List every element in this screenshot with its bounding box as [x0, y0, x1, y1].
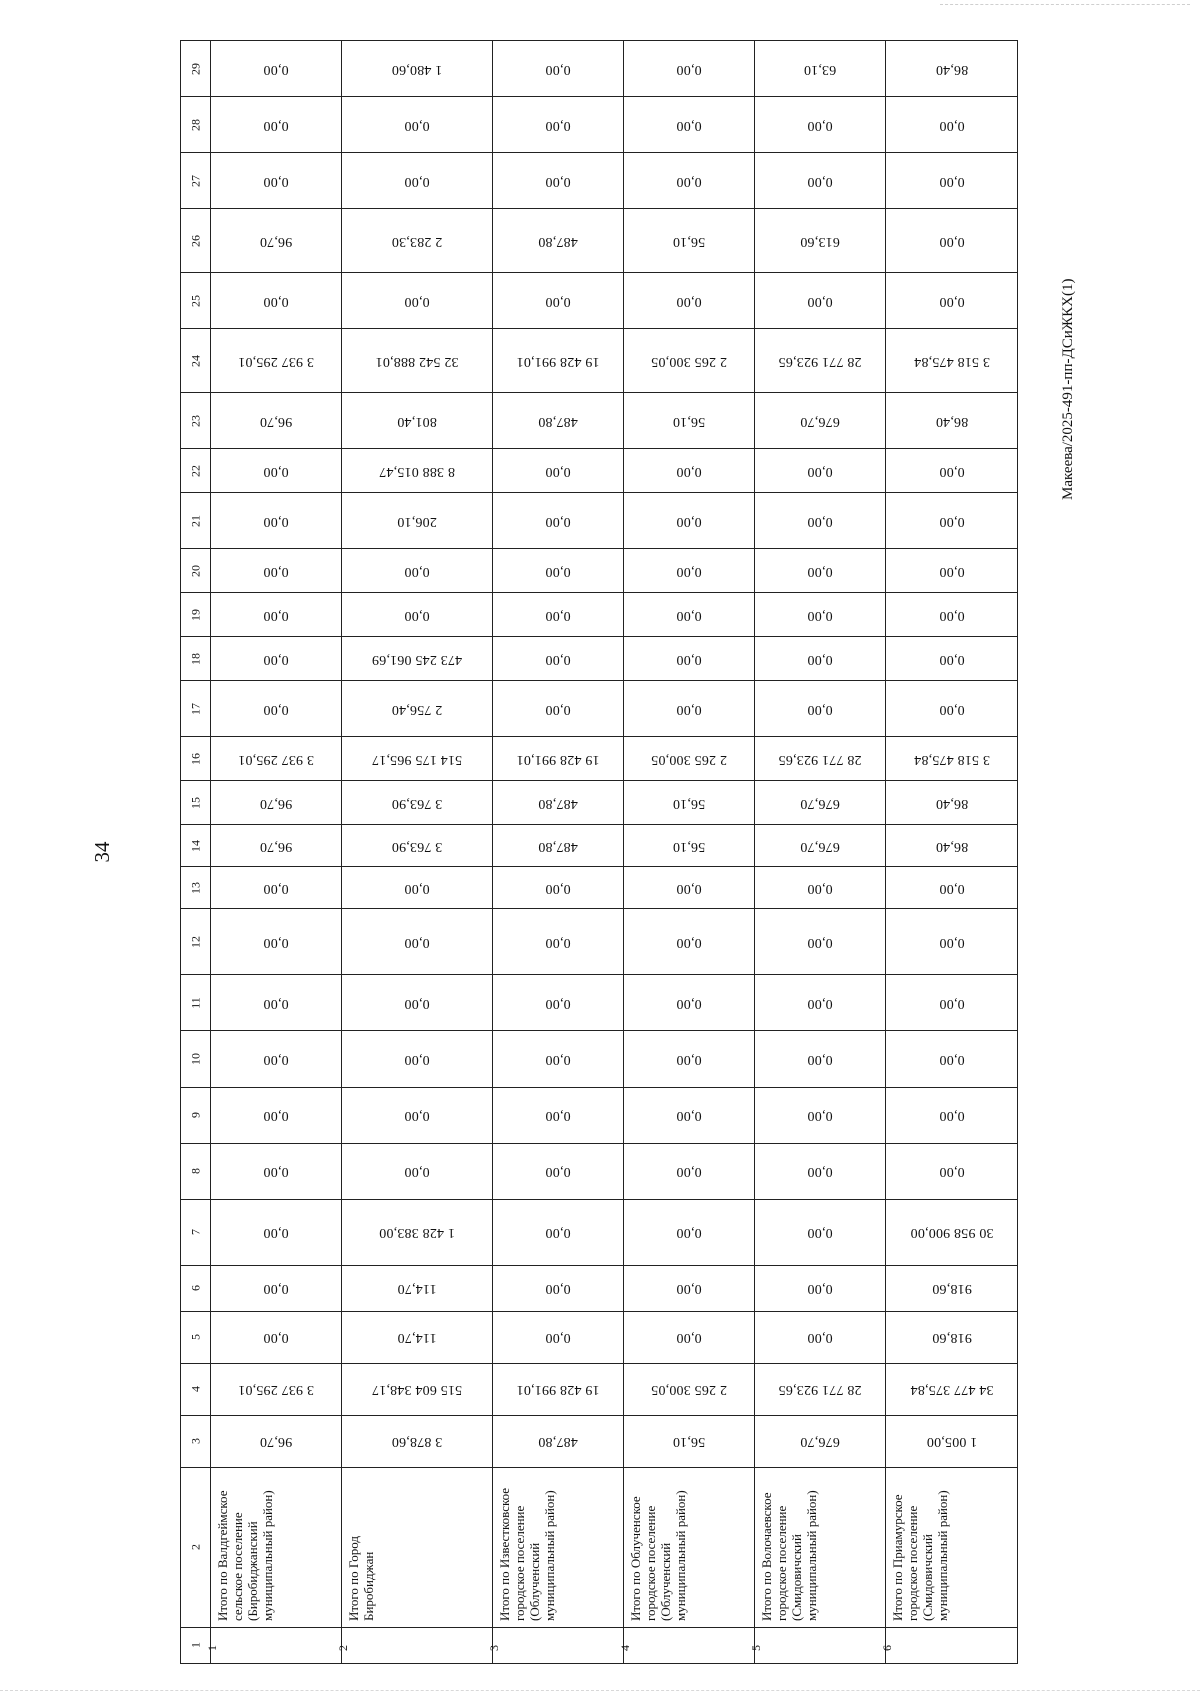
table-row	[181, 909, 1018, 975]
table-cell: 0,00	[493, 1265, 624, 1311]
table-cell: 0,00	[624, 1087, 755, 1143]
column-number: 13	[181, 867, 211, 909]
table-cell: 0,00	[493, 681, 624, 737]
table-cell: 0,00	[886, 549, 1018, 593]
table-cell: 0,00	[493, 637, 624, 681]
column-number: 4	[181, 1363, 211, 1415]
table-cell: 0,00	[493, 1311, 624, 1363]
table-cell: 0,00	[624, 867, 755, 909]
table-cell: 0,00	[755, 975, 886, 1031]
table-cell: 3 937 295,01	[211, 737, 342, 781]
table-cell: 0,00	[624, 273, 755, 329]
table-cell: 0,00	[624, 97, 755, 153]
table-cell: 114,70	[342, 1311, 493, 1363]
table-cell: 0,00	[755, 1143, 886, 1199]
table-cell: 19 428 991,01	[493, 329, 624, 393]
table-cell: 0,00	[624, 909, 755, 975]
table-cell: 0,00	[211, 867, 342, 909]
table-cell: 0,00	[755, 273, 886, 329]
table-cell: 0,00	[493, 493, 624, 549]
table-cell: 0,00	[886, 975, 1018, 1031]
table-cell: 0,00	[493, 549, 624, 593]
table-cell: 32 542 888,01	[342, 329, 493, 393]
table-row	[181, 153, 1018, 209]
table-cell: 0,00	[342, 549, 493, 593]
table-cell: 114,70	[342, 1265, 493, 1311]
table-cell: 0,00	[755, 1087, 886, 1143]
table-cell: 0,00	[886, 593, 1018, 637]
table-cell: 3 878,60	[342, 1415, 493, 1467]
column-number: 27	[181, 153, 211, 209]
table-cell: 1 428 383,00	[342, 1199, 493, 1265]
table-cell: 0,00	[493, 41, 624, 97]
table-cell: 56,10	[624, 781, 755, 825]
table-cell: 0,00	[755, 593, 886, 637]
column-number: 9	[181, 1087, 211, 1143]
table-cell: 0,00	[211, 1311, 342, 1363]
column-number: 1	[181, 1627, 211, 1663]
table-cell: 3 763,90	[342, 825, 493, 867]
table-cell: 801,40	[342, 393, 493, 449]
table-cell: 0,00	[493, 909, 624, 975]
column-number: 28	[181, 97, 211, 153]
settlement-name-cell: Итого по Облученское городское поселение (Облученский муниципальный район)	[624, 1467, 755, 1627]
table-cell: 0,00	[886, 1031, 1018, 1087]
table-row	[181, 681, 1018, 737]
table-cell: 0,00	[755, 549, 886, 593]
table-cell: 676,70	[755, 393, 886, 449]
row-index-cell: 4	[624, 1627, 755, 1663]
table-row	[181, 825, 1018, 867]
table-cell: 0,00	[493, 97, 624, 153]
table-cell: 63,10	[755, 41, 886, 97]
column-number: 29	[181, 41, 211, 97]
table-cell: 487,80	[493, 825, 624, 867]
table-cell: 0,00	[493, 1087, 624, 1143]
column-number: 18	[181, 637, 211, 681]
table-cell: 2 265 300,05	[624, 329, 755, 393]
column-number: 8	[181, 1143, 211, 1199]
table-cell: 0,00	[624, 637, 755, 681]
table-cell: 56,10	[624, 393, 755, 449]
table-row-index	[181, 1627, 1018, 1663]
table-cell: 0,00	[493, 153, 624, 209]
column-number: 15	[181, 781, 211, 825]
table-cell: 56,10	[624, 1415, 755, 1467]
table-row	[181, 1143, 1018, 1199]
scan-edge-top	[940, 4, 1190, 6]
table-row	[181, 867, 1018, 909]
table-row	[181, 737, 1018, 781]
table-cell: 487,80	[493, 393, 624, 449]
table-cell: 676,70	[755, 1415, 886, 1467]
table-cell: 0,00	[886, 449, 1018, 493]
table-cell: 0,00	[755, 681, 886, 737]
table-cell: 0,00	[886, 493, 1018, 549]
table-cell: 0,00	[624, 41, 755, 97]
column-number: 3	[181, 1415, 211, 1467]
column-number: 22	[181, 449, 211, 493]
table-cell: 0,00	[342, 1087, 493, 1143]
table-cell: 0,00	[624, 975, 755, 1031]
table-cell: 0,00	[886, 97, 1018, 153]
table-cell: 86,40	[886, 781, 1018, 825]
table-cell: 3 937 295,01	[211, 1363, 342, 1415]
table-cell: 0,00	[624, 593, 755, 637]
table-row	[181, 1363, 1018, 1415]
table-cell: 0,00	[493, 273, 624, 329]
column-number: 12	[181, 909, 211, 975]
table-cell: 0,00	[886, 909, 1018, 975]
column-number: 23	[181, 393, 211, 449]
table-cell: 2 265 300,05	[624, 737, 755, 781]
table-cell: 0,00	[755, 97, 886, 153]
column-number: 11	[181, 975, 211, 1031]
table-cell: 0,00	[342, 1143, 493, 1199]
settlement-name-cell: Итого по Валдгеймское сельское поселение (Биробиджанский муниципальный район)	[211, 1467, 342, 1627]
table-cell: 19 428 991,01	[493, 1363, 624, 1415]
row-index-cell: 6	[886, 1627, 1018, 1663]
table-cell: 0,00	[493, 975, 624, 1031]
table-cell: 28 771 923,65	[755, 1363, 886, 1415]
table-cell: 0,00	[624, 681, 755, 737]
table-cell: 0,00	[211, 41, 342, 97]
table-cell: 0,00	[211, 273, 342, 329]
table-cell: 0,00	[624, 1143, 755, 1199]
table-cell: 0,00	[493, 1031, 624, 1087]
table-cell: 0,00	[493, 867, 624, 909]
table-cell: 0,00	[624, 449, 755, 493]
table-cell: 56,10	[624, 825, 755, 867]
table-cell: 0,00	[211, 1031, 342, 1087]
table-cell: 0,00	[624, 1311, 755, 1363]
column-number: 10	[181, 1031, 211, 1087]
table-cell: 0,00	[624, 1265, 755, 1311]
table-row	[181, 1031, 1018, 1087]
page-number: 34	[90, 841, 114, 863]
table-cell: 0,00	[755, 449, 886, 493]
scan-edge-bottom	[0, 1690, 1200, 1693]
table-cell: 487,80	[493, 1415, 624, 1467]
table-row	[181, 975, 1018, 1031]
table-cell: 918,60	[886, 1311, 1018, 1363]
table-cell: 0,00	[211, 593, 342, 637]
column-number: 7	[181, 1199, 211, 1265]
column-number: 20	[181, 549, 211, 593]
table-cell: 2 756,40	[342, 681, 493, 737]
table-cell: 0,00	[211, 449, 342, 493]
table-row	[181, 209, 1018, 273]
table-cell: 0,00	[886, 153, 1018, 209]
table-cell: 0,00	[493, 449, 624, 493]
table-cell: 0,00	[624, 1031, 755, 1087]
table-row	[181, 1311, 1018, 1363]
table-cell: 487,80	[493, 209, 624, 273]
column-number: 24	[181, 329, 211, 393]
settlement-name-cell: Итого по Известковское городское поселение (Облученский муниципальный район)	[493, 1467, 624, 1627]
table-cell: 0,00	[493, 1199, 624, 1265]
table-cell: 473 245 061,69	[342, 637, 493, 681]
table-row	[181, 549, 1018, 593]
table-cell: 0,00	[755, 1265, 886, 1311]
column-number: 17	[181, 681, 211, 737]
table-cell: 0,00	[886, 867, 1018, 909]
table-cell: 676,70	[755, 825, 886, 867]
table-cell: 613,60	[755, 209, 886, 273]
table-row	[181, 781, 1018, 825]
table-cell: 0,00	[211, 493, 342, 549]
table-cell: 56,10	[624, 209, 755, 273]
table-cell: 1 480,60	[342, 41, 493, 97]
column-number: 25	[181, 273, 211, 329]
table-cell: 1 005,00	[886, 1415, 1018, 1467]
column-number: 5	[181, 1311, 211, 1363]
table-cell: 0,00	[886, 681, 1018, 737]
table-row-names	[181, 1467, 1018, 1627]
table-cell: 86,40	[886, 393, 1018, 449]
table-cell: 0,00	[624, 549, 755, 593]
table-cell: 86,40	[886, 825, 1018, 867]
table-cell: 3 937 295,01	[211, 329, 342, 393]
column-number: 19	[181, 593, 211, 637]
table-cell: 0,00	[755, 1311, 886, 1363]
table-cell: 0,00	[886, 273, 1018, 329]
table-cell: 19 428 991,01	[493, 737, 624, 781]
column-number: 6	[181, 1265, 211, 1311]
table-cell: 0,00	[211, 681, 342, 737]
document-reference: Макеева/2025-491-пп-ДСиЖКХ(1)	[1060, 278, 1076, 500]
table-cell: 0,00	[211, 637, 342, 681]
table-cell: 206,10	[342, 493, 493, 549]
table-cell: 2 283,30	[342, 209, 493, 273]
table-row	[181, 41, 1018, 97]
table-cell: 8 388 015,47	[342, 449, 493, 493]
table-cell: 3 763,90	[342, 781, 493, 825]
table-cell: 86,40	[886, 41, 1018, 97]
column-number: 2	[181, 1467, 211, 1627]
table-cell: 96,70	[211, 825, 342, 867]
table-cell: 0,00	[624, 493, 755, 549]
row-index-cell: 5	[755, 1627, 886, 1663]
table-cell: 0,00	[886, 209, 1018, 273]
table-row	[181, 593, 1018, 637]
table-row	[181, 493, 1018, 549]
table-cell: 0,00	[755, 1199, 886, 1265]
table-row	[181, 1265, 1018, 1311]
table-cell: 0,00	[211, 909, 342, 975]
table-cell: 0,00	[886, 1143, 1018, 1199]
column-number: 26	[181, 209, 211, 273]
table-cell: 30 958 900,00	[886, 1199, 1018, 1265]
table-cell: 0,00	[342, 593, 493, 637]
table-cell: 0,00	[755, 867, 886, 909]
table-row	[181, 1415, 1018, 1467]
table-row	[181, 637, 1018, 681]
table-cell: 0,00	[211, 975, 342, 1031]
table-cell: 28 771 923,65	[755, 329, 886, 393]
table-cell: 96,70	[211, 209, 342, 273]
table-cell: 514 175 965,17	[342, 737, 493, 781]
row-index-cell: 2	[342, 1627, 493, 1663]
table-cell: 0,00	[755, 153, 886, 209]
table-cell: 96,70	[211, 781, 342, 825]
column-number: 14	[181, 825, 211, 867]
table-cell: 0,00	[342, 1031, 493, 1087]
table-row	[181, 329, 1018, 393]
table-cell: 0,00	[211, 1143, 342, 1199]
row-index-cell: 3	[493, 1627, 624, 1663]
table-cell: 34 477 375,84	[886, 1363, 1018, 1415]
column-number: 16	[181, 737, 211, 781]
table-cell: 0,00	[211, 97, 342, 153]
table-cell: 918,60	[886, 1265, 1018, 1311]
table-cell: 487,80	[493, 781, 624, 825]
table-cell: 0,00	[342, 97, 493, 153]
table-cell: 3 518 475,84	[886, 737, 1018, 781]
settlement-name-cell: Итого по Город Биробиджан	[342, 1467, 493, 1627]
table-cell: 0,00	[493, 593, 624, 637]
table-cell: 28 771 923,65	[755, 737, 886, 781]
table-cell: 0,00	[886, 637, 1018, 681]
table-cell: 0,00	[211, 1265, 342, 1311]
table-cell: 96,70	[211, 393, 342, 449]
table-row	[181, 1199, 1018, 1265]
table-cell: 676,70	[755, 781, 886, 825]
settlement-name-cell: Итого по Волочаевское городское поселение (Смидовичский муниципальный район)	[755, 1467, 886, 1627]
table-cell: 0,00	[624, 153, 755, 209]
table-cell: 0,00	[342, 867, 493, 909]
table-cell: 0,00	[493, 1143, 624, 1199]
settlement-name-cell: Итого по Приамурское городское поселение (Смидовичский муниципальный район)	[886, 1467, 1018, 1627]
table-cell: 0,00	[755, 493, 886, 549]
table-cell: 0,00	[342, 153, 493, 209]
table-cell: 0,00	[211, 1087, 342, 1143]
table-cell: 0,00	[211, 153, 342, 209]
table-cell: 0,00	[755, 909, 886, 975]
table-cell: 0,00	[211, 549, 342, 593]
table-cell: 0,00	[624, 1199, 755, 1265]
table-cell: 0,00	[755, 637, 886, 681]
row-index-cell: 1	[211, 1627, 342, 1663]
table-cell: 96,70	[211, 1415, 342, 1467]
table-cell: 0,00	[342, 975, 493, 1031]
table-cell: 515 604 348,17	[342, 1363, 493, 1415]
table-cell: 3 518 475,84	[886, 329, 1018, 393]
table-cell: 2 265 300,05	[624, 1363, 755, 1415]
table-row	[181, 97, 1018, 153]
table-row	[181, 449, 1018, 493]
table-cell: 0,00	[886, 1087, 1018, 1143]
table-cell: 0,00	[342, 909, 493, 975]
table-row	[181, 393, 1018, 449]
table-cell: 0,00	[755, 1031, 886, 1087]
table-cell: 0,00	[342, 273, 493, 329]
column-number: 21	[181, 493, 211, 549]
table-row	[181, 1087, 1018, 1143]
table-row	[181, 273, 1018, 329]
data-table	[180, 40, 1018, 1664]
data-table-frame	[180, 40, 1017, 1664]
table-cell: 0,00	[211, 1199, 342, 1265]
